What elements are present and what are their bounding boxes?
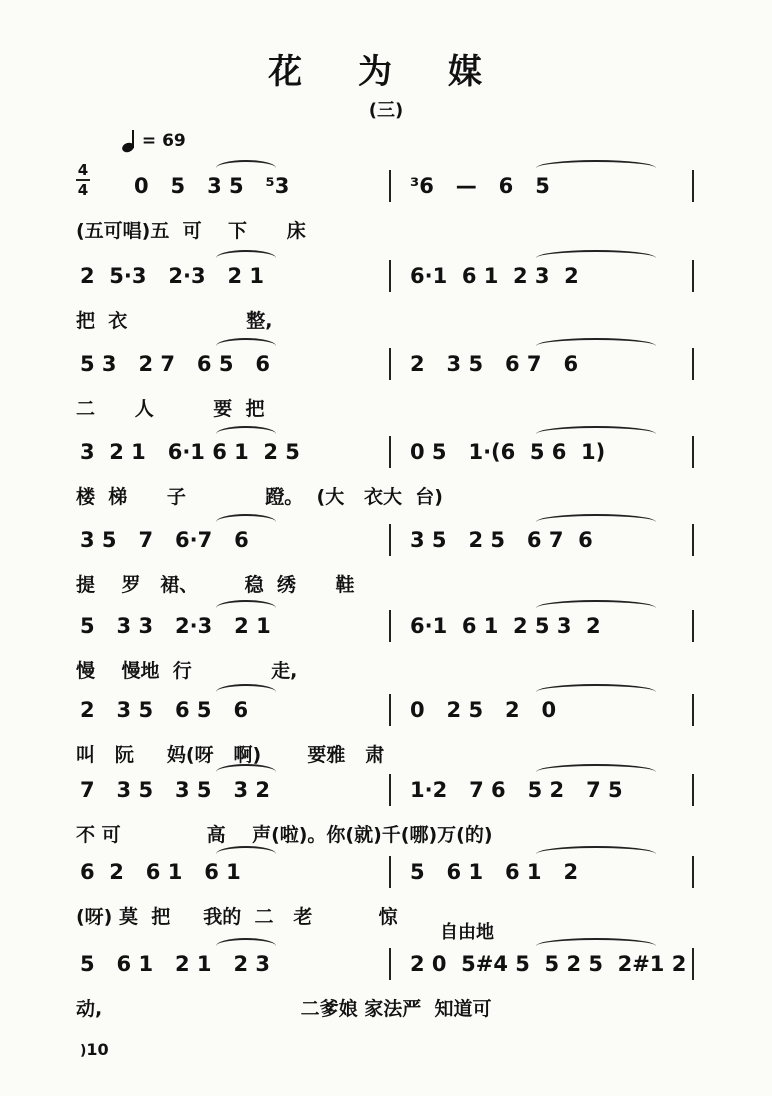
lyric-line: 二 人 要 把	[76, 398, 265, 420]
measure-notes-right: 0 5 1·(6 5 6 1)	[410, 440, 606, 464]
slur-mark	[216, 938, 276, 954]
barline	[389, 436, 391, 468]
notation-row	[76, 161, 696, 206]
barline	[692, 260, 694, 292]
measure-notes-right: 2 0 5#4 5 5 2 5 2#1 2	[410, 952, 687, 976]
slur-mark	[536, 160, 656, 176]
barline	[692, 948, 694, 980]
barline	[389, 610, 391, 642]
lyric-line: 楼 梯 子 蹬。 (大 衣大 台)	[76, 486, 443, 508]
slur-mark	[216, 250, 276, 266]
lyric-line: 动, 二爹娘 家法严 知道可	[76, 998, 492, 1020]
song-title: 花 为 媒	[268, 52, 504, 92]
staff-system	[76, 520, 696, 600]
barline	[389, 694, 391, 726]
measure-notes-right: 6·1 6 1 2 3 2	[410, 264, 579, 288]
time-signature-bottom: 4	[77, 181, 89, 199]
slur-mark	[216, 514, 276, 530]
measure-notes-left: 5 6 1 2 1 2 3	[80, 952, 271, 976]
staff-system	[76, 606, 696, 686]
barline	[692, 694, 694, 726]
tempo-value: = 69	[141, 131, 186, 151]
measure-notes-right: 3 5 2 5 6 7 6	[410, 528, 593, 552]
barline	[692, 856, 694, 888]
barline	[692, 348, 694, 380]
lyric-line: 把 衣 整,	[76, 310, 273, 332]
slur-mark	[536, 338, 656, 354]
time-signature-top: 4	[77, 161, 89, 179]
barline	[389, 856, 391, 888]
staff-system	[76, 944, 696, 1024]
measure-notes-right: 6·1 6 1 2 5 3 2	[410, 614, 601, 638]
measure-notes-right: 0 2 5 2 0	[410, 698, 557, 722]
barline	[389, 774, 391, 806]
lyric-line: 叫 阮 妈(呀 啊) 要雅 肃	[76, 744, 385, 766]
notation-row	[76, 690, 696, 730]
slur-mark	[536, 684, 656, 700]
lyric-line: 提 罗 裙、 稳 绣 鞋	[76, 574, 355, 596]
barline	[389, 348, 391, 380]
staff-system	[76, 432, 696, 512]
notation-row	[76, 944, 696, 984]
measure-notes-left: 2 5·3 2·3 2 1	[80, 264, 265, 288]
quarter-note-icon	[122, 130, 136, 152]
slur-mark	[216, 338, 276, 354]
slur-mark	[216, 426, 276, 442]
notation-row	[76, 770, 696, 810]
barline	[389, 260, 391, 292]
staff-system	[76, 690, 696, 770]
slur-mark	[216, 846, 276, 862]
lyric-line: 不 可 高 声(啦)。你(就)千(哪)万(的)	[76, 824, 493, 846]
barline	[692, 610, 694, 642]
slur-mark	[216, 684, 276, 700]
slur-mark	[536, 250, 656, 266]
staff-system	[76, 256, 696, 336]
measure-notes-right: 1·2 7 6 5 2 7 5	[410, 778, 623, 802]
barline	[692, 170, 694, 202]
notation-row	[76, 344, 696, 384]
slur-mark	[536, 938, 656, 954]
staff-system	[76, 770, 696, 850]
slur-mark	[536, 426, 656, 442]
measure-notes-left: 6 2 6 1 6 1	[80, 860, 241, 884]
measure-notes-left: 7 3 5 3 5 3 2	[80, 778, 271, 802]
staff-system	[76, 161, 696, 246]
slur-mark	[536, 764, 656, 780]
measure-notes-right: 2 3 5 6 7 6	[410, 352, 579, 376]
slur-mark	[536, 846, 656, 862]
staff-system	[76, 344, 696, 424]
barline	[692, 524, 694, 556]
notation-row	[76, 606, 696, 646]
slur-mark	[216, 160, 276, 176]
section-number: (三)	[368, 100, 404, 121]
barline	[692, 436, 694, 468]
tempo-marking	[122, 130, 186, 152]
lyric-line: (五可唱)五 可 下 床	[76, 220, 306, 242]
barline	[389, 170, 391, 202]
notation-row	[76, 520, 696, 560]
free-tempo-annotation: 自由地	[440, 922, 494, 943]
barline	[389, 948, 391, 980]
notation-row	[76, 256, 696, 296]
measure-notes-left: 5 3 3 2·3 2 1	[80, 614, 271, 638]
slur-mark	[216, 600, 276, 616]
page-number: )10	[80, 1040, 109, 1059]
slur-mark	[216, 764, 276, 780]
barline	[389, 524, 391, 556]
staff-system	[76, 852, 696, 932]
measure-notes-left: 3 2 1 6·1 6 1 2 5	[80, 440, 300, 464]
measure-notes-left: 2 3 5 6 5 6	[80, 698, 249, 722]
measure-notes-left: 0 5 3 5 ⁵3	[134, 174, 290, 198]
lyric-line: (呀) 莫 把 我的 二 老 惊	[76, 906, 398, 928]
slur-mark	[536, 514, 656, 530]
measure-notes-right: 5 6 1 6 1 2	[410, 860, 579, 884]
measure-notes-left: 3 5 7 6·7 6	[80, 528, 249, 552]
notation-row	[76, 432, 696, 472]
measure-notes-right: ³6 — 6 5	[410, 174, 550, 198]
time-signature	[76, 162, 90, 198]
notation-row	[76, 852, 696, 892]
lyric-line: 慢 慢地 行 走,	[76, 660, 298, 682]
measure-notes-left: 5 3 2 7 6 5 6	[80, 352, 271, 376]
slur-mark	[536, 600, 656, 616]
barline	[692, 774, 694, 806]
